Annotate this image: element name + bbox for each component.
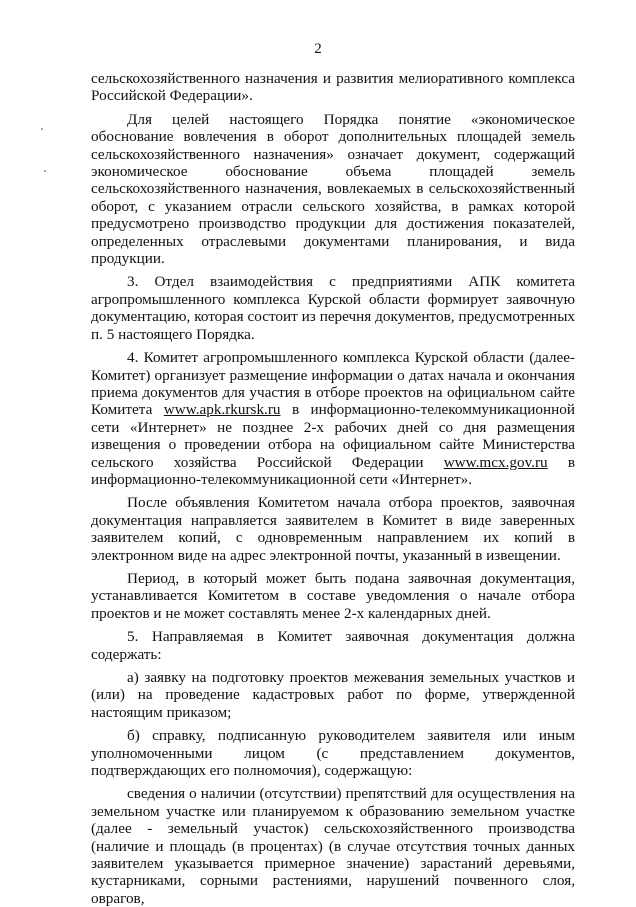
document-body [91,70,575,907]
paragraph-continuation: сельскохозяйственного назначения и развития мелиоративного комплекса Российской Федерации». [91,70,575,105]
scan-speck [41,128,43,130]
paragraph-period: Период, в который может быть подана заявочная документация, устанавливается Комитетом в составе уведомления о начале отбора проектов и не может составлять менее 2-х календарных дней. [91,569,575,622]
scan-speck [44,170,46,172]
committee-site-link[interactable]: www.apk.rkursk.ru [163,401,281,419]
paragraph-submission: После объявления Комитетом начала отбора проектов, заявочная документация направляется заявителем в Комитет в виде заверенных заявителем копий, с одновременным направлением их копий в электронном виде на адрес электронной почты, указанный в извещении. [91,494,575,564]
paragraph-item-3: 3. Отдел взаимодействия с предприятиями АПК комитета агропромышленного комплекса Курской области формирует заявочную документацию, которая состоит из перечня документов, предусмотренных п. 5 настоящего Порядка. [91,273,575,343]
paragraph-item-4 [91,349,575,488]
page-number: 2 [314,41,322,57]
paragraph-definition: Для целей настоящего Порядка понятие «экономическое обоснование вовлечения в оборот дополнительных площадей земель сельскохозяйственного назначения» означает документ, содержащий экономическое обоснование объема площадей земель сельскохозяйственного назначения, вовлекаемых в сельскохозяйственный оборот, с указанием отрасли сельского хозяйства, в рамках которой предусмотрено производство продукции для достижения показателей, определенных отраслевыми документами планирования, и вида продукции. [91,110,575,268]
paragraph-item-4-text-a: 4. Комитет агропромышленного комплекса Курской области (далее- Комитет) организует размещение информации о датах начала и окончания приема документов для участия в отборе проектов на официальном сайте Комитета [91,349,575,419]
paragraph-item-5b: б) справку, подписанную руководителем заявителя или иным уполномоченными лицом (с представлением документов, подтверждающих его полномочия), содержащую: [91,727,575,780]
paragraph-item-5a: а) заявку на подготовку проектов межевания земельных участков и (или) на проведение кадастровых работ по форме, утвержденной настоящим приказом; [91,669,575,721]
paragraph-obstacles: сведения о наличии (отсутствии) препятствий для осуществления на земельном участке или планируемом к образованию земельном участке (далее - земельный участок) сельскохозяйственного производства (наличие и площадь (в процентах) (в случае отсутствия точных данных заявителем указывается примерное значение) зарастаний деревьями, кустарниками, сорными растениями, нарушений почвенного слоя, оврагов, [91,785,575,907]
paragraph-item-4-text-b: в информационно-телекоммуникационной сети «Интернет» не позднее 2-х рабочих дней со дня размещения извещения о проведении отбора на официальном сайте Министерства сельского хозяйства Российской Федерации [91,401,575,471]
paragraph-item-5: 5. Направляемая в Комитет заявочная документация должна содержать: [91,628,575,663]
paragraph-item-4-text-c: в информационно-телекоммуникационной сети «Интернет». [91,453,575,488]
ministry-site-link[interactable]: www.mcx.gov.ru [443,453,548,471]
